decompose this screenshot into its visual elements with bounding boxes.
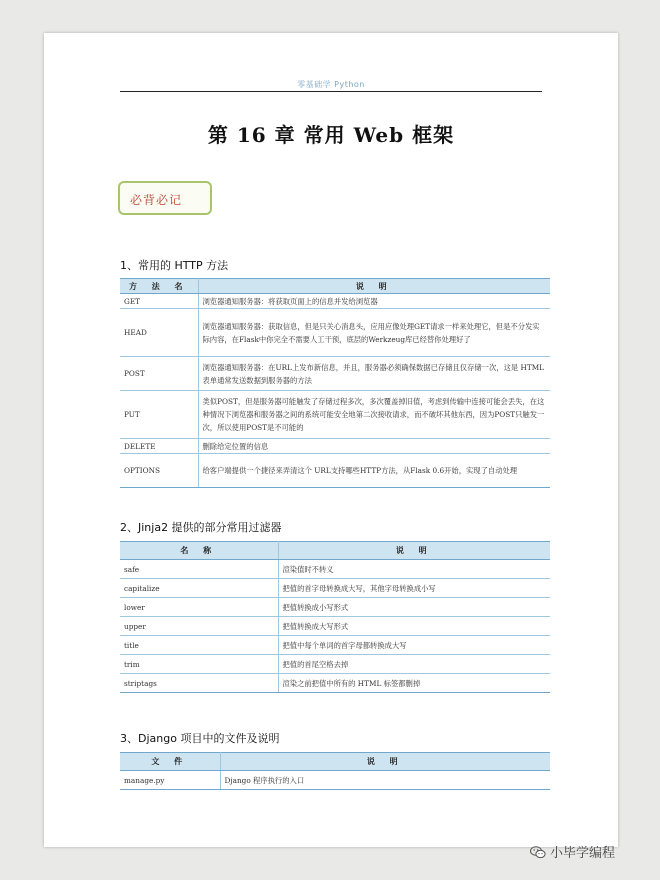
filter-name: lower [120,598,278,617]
table-row [120,391,550,439]
filter-desc: 把值转换成小写形式 [278,598,550,617]
running-head: 零基础学 Python [297,80,365,89]
table-row [120,560,550,579]
column-header: 文 件 [120,753,220,771]
column-header: 名 称 [120,542,278,560]
section-title-jinja2-filters: 2、Jinja2 提供的部分常用过滤器 [120,521,282,534]
method-desc: 浏览器通知服务器：获取信息，但是只关心消息头，应用应像处理GET请求一样来处理它，但是不分发实际内容，在Flask中你完全不需要人工干预，底层的Werkzeug库已经替你处理好了 [198,309,550,357]
section-title-django-files: 3、Django 项目中的文件及说明 [120,732,280,745]
method-desc: 浏览器通知服务器：在URL上发布新信息，并且，服务器必须确保数据已存储且仅存储一次，这是 HTML表单通常发送数据到服务器的方法 [198,357,550,391]
table-header-row [120,542,550,560]
filter-desc: 把值中每个单词的首字母都转换成大写 [278,636,550,655]
must-remember-label: 必背必记 [130,193,183,207]
method-name: PUT [120,391,198,439]
chapter-title: 第 16 章 常用 Web 框架 [207,123,455,147]
column-header: 方 法 名 [120,279,198,294]
column-header: 说 明 [220,753,550,771]
method-name: GET [120,294,198,309]
filter-desc: 渲染之前把值中所有的 HTML 标签都删掉 [278,674,550,693]
method-name: POST [120,357,198,391]
filter-name: safe [120,560,278,579]
file-desc: Django 程序执行的入口 [220,771,550,790]
section-title-http-methods: 1、常用的 HTTP 方法 [120,259,229,272]
table-row [120,636,550,655]
method-desc: 类似POST，但是服务器可能触发了存储过程多次，多次覆盖掉旧值，考虑到传输中连接可能会丢失，在这种情况下浏览器和服务器之间的系统可能安全地第二次接收请求，而不破坏其他东西，因为POST只触发一次，所以使用POST是不可能的 [198,391,550,439]
filter-desc: 把值转换成大写形式 [278,617,550,636]
table-row [120,309,550,357]
filter-name: capitalize [120,579,278,598]
method-name: OPTIONS [120,454,198,488]
table-row [120,655,550,674]
table-row [120,294,550,309]
filter-name: trim [120,655,278,674]
document-page [44,33,618,847]
column-header: 说 明 [278,542,550,560]
watermark-text: 小毕学编程 [550,846,616,861]
http-methods-table [120,278,550,488]
jinja2-filters-table [120,541,550,693]
column-header: 说 明 [198,279,550,294]
method-desc: 给客户端提供一个捷径来弄清这个 URL支持哪些HTTP方法，从Flask 0.6开始，实现了自动处理 [198,454,550,488]
table-header-row [120,753,550,771]
header-rule [120,91,542,92]
table-row [120,454,550,488]
filter-desc: 渲染值时不转义 [278,560,550,579]
table-row [120,439,550,454]
django-files-table [120,752,550,790]
watermark [530,842,615,863]
method-desc: 浏览器通知服务器：将获取页面上的信息并发给浏览器 [198,294,550,309]
method-name: DELETE [120,439,198,454]
wechat-icon [530,846,546,863]
file-name: manage.py [120,771,220,790]
table-row [120,617,550,636]
method-desc: 删除给定位置的信息 [198,439,550,454]
table-row [120,674,550,693]
table-row [120,579,550,598]
table-header-row [120,279,550,294]
filter-name: striptags [120,674,278,693]
table-row [120,771,550,790]
filter-desc: 把值的首尾空格去掉 [278,655,550,674]
filter-name: title [120,636,278,655]
filter-desc: 把值的首字母转换成大写，其他字母转换成小写 [278,579,550,598]
method-name: HEAD [120,309,198,357]
table-row [120,357,550,391]
table-row [120,598,550,617]
filter-name: upper [120,617,278,636]
must-remember-box [118,181,212,215]
